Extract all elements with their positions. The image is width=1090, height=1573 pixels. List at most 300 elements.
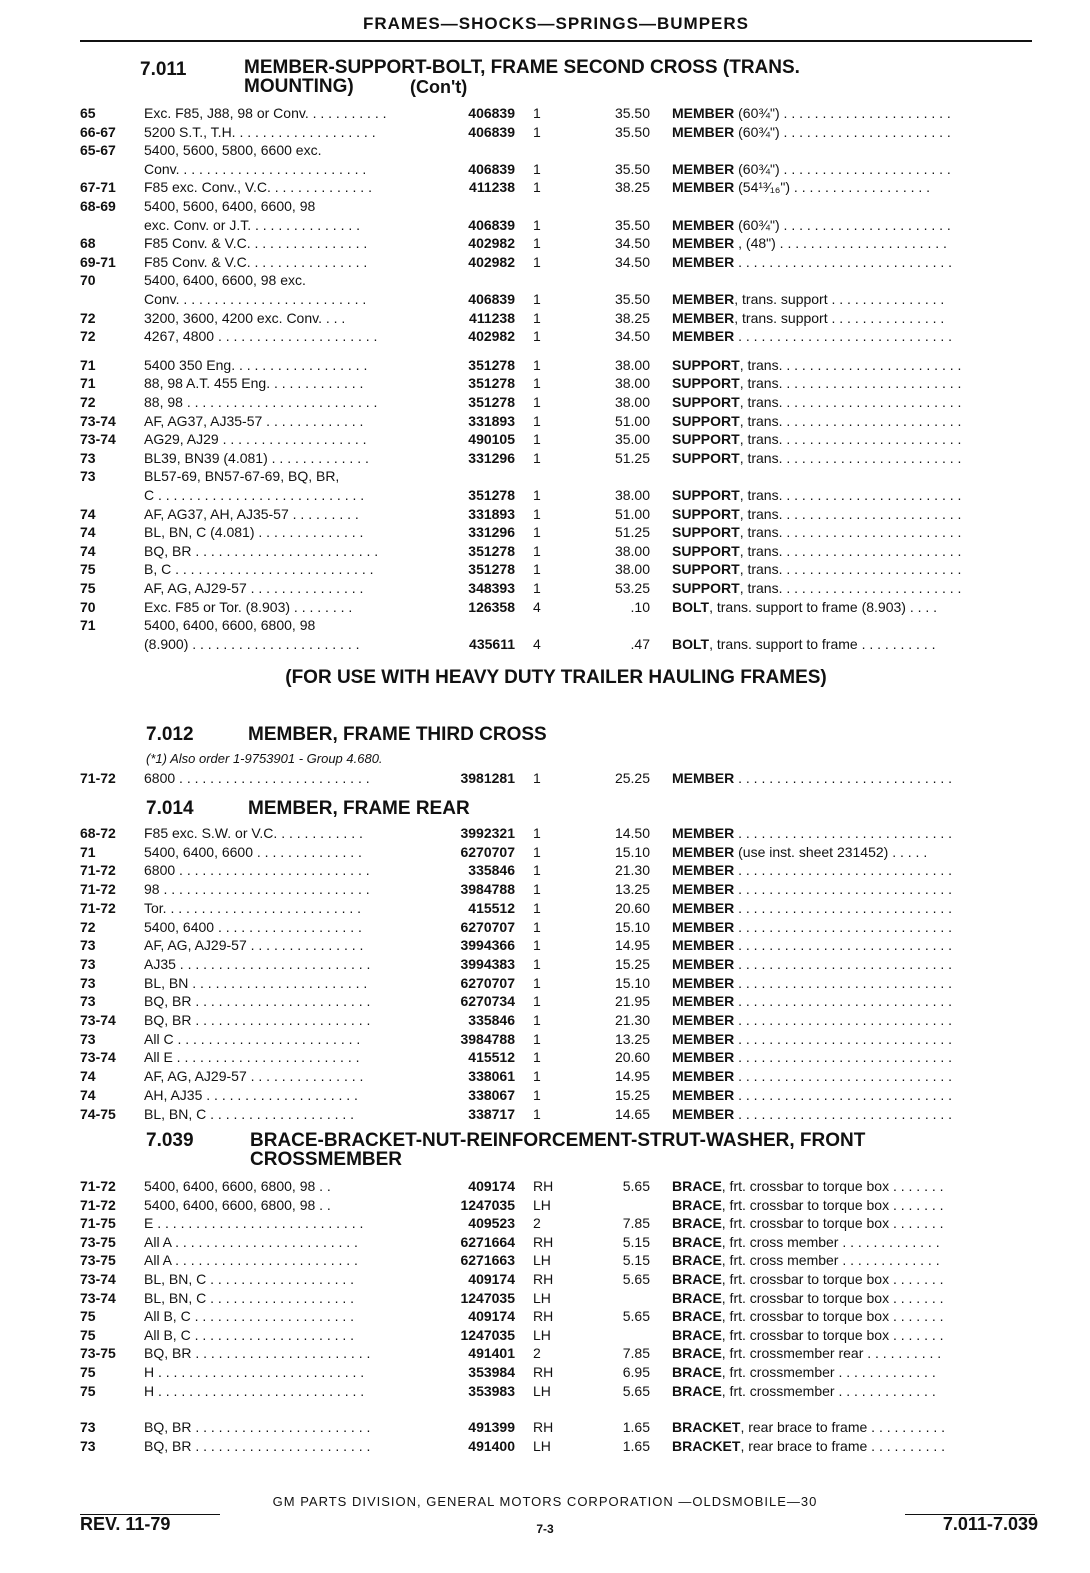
part-number-cell: 415512 (468, 1049, 515, 1066)
part-name: BRACE (672, 1345, 722, 1362)
part-number-cell: 415512 (468, 899, 515, 916)
price-cell: 35.50 (614, 160, 650, 177)
section-title: MEMBER, FRAME THIRD CROSS (248, 724, 547, 745)
description-cell (672, 843, 1038, 862)
part-description: , trans. . . . . . . . . . . . . . . . . . . . . . . . (739, 375, 962, 392)
part-name: MEMBER (672, 843, 735, 860)
application-cell: All C . . . . . . . . . . . . . . . . . . . . . . . . (144, 1030, 361, 1047)
part-number-cell: 6271664 (460, 1233, 515, 1250)
application-cell: Conv. . . . . . . . . . . . . . . . . . . . . . . . . (144, 160, 367, 177)
year-cell: 74-75 (80, 1105, 116, 1122)
parts-row (80, 327, 1040, 346)
parts-row (80, 141, 1040, 160)
parts-row (80, 412, 1040, 431)
year-cell: 73-75 (80, 1345, 116, 1362)
quantity-cell: 1 (533, 843, 541, 860)
application-cell: BL, BN . . . . . . . . . . . . . . . . . . . . . . . (144, 974, 368, 991)
part-name: MEMBER (672, 937, 735, 954)
application-cell: AF, AG37, AJ35-57 . . . . . . . . . . . . . (144, 412, 364, 429)
part-number-cell: 126358 (468, 598, 515, 615)
part-description: . . . . . . . . . . . . . . . . . . . . . . . . . . . . (734, 1012, 953, 1028)
application-cell: BQ, BR . . . . . . . . . . . . . . . . . . . . . . . (144, 1419, 371, 1436)
quantity-cell: 1 (533, 105, 541, 121)
part-name: BRACE (672, 1271, 722, 1287)
year-cell: 74 (80, 505, 96, 522)
price-cell: 53.25 (614, 580, 650, 596)
application-cell: 5400, 5600, 5800, 6600 exc. (144, 142, 322, 159)
price-cell: 51.25 (614, 524, 650, 541)
part-description: . . . . . . . . . . . . . . . . . . . . . . . . . . . . (734, 862, 953, 879)
application-cell: 3200, 3600, 4200 exc. Conv. . . . (144, 309, 346, 326)
quantity-cell: 1 (533, 253, 541, 270)
part-number-cell: 338061 (468, 1068, 515, 1085)
part-name: BRACE (672, 1308, 722, 1325)
year-cell: 71-75 (80, 1215, 116, 1232)
price-cell: 15.10 (614, 843, 650, 860)
parts-row (80, 216, 1040, 235)
part-description: , trans. . . . . . . . . . . . . . . . . . . . . . . . (739, 356, 962, 373)
year-cell: 68 (80, 235, 96, 252)
section-title-line2: MOUNTING) (244, 76, 354, 97)
section-title: MEMBER, FRAME REAR (248, 798, 470, 819)
part-description: . . . . . . . . . . . . . . . . . . . . . . . . . . . . (734, 770, 953, 786)
year-cell: 70 (80, 598, 96, 615)
description-cell (672, 1214, 1038, 1233)
description-cell (672, 1307, 1038, 1326)
price-cell: 15.25 (614, 1086, 650, 1103)
part-number-cell: 3984788 (460, 1030, 515, 1047)
year-cell: 68-72 (80, 825, 116, 841)
part-name: BRACE (672, 1364, 722, 1380)
part-description: (use inst. sheet 231452) . . . . . (734, 843, 928, 860)
price-cell: 21.30 (614, 862, 650, 879)
part-number-cell: 491400 (468, 1437, 515, 1454)
quantity-cell: RH (533, 1233, 554, 1250)
description-cell (672, 253, 1038, 272)
parts-row (80, 635, 1040, 654)
part-description: . . . . . . . . . . . . . . . . . . . . . . . . . . . . (734, 955, 953, 972)
application-cell: 5400, 6400, 6600, 98 exc. (144, 272, 306, 289)
part-description: . . . . . . . . . . . . . . . . . . . . . . . . . . . . (734, 918, 953, 935)
description-cell (672, 918, 1038, 937)
price-cell: 15.25 (614, 955, 650, 972)
parts-row (80, 769, 1040, 788)
application-cell: 5400, 5600, 6400, 6600, 98 (144, 198, 316, 214)
part-name: BRACE (672, 1233, 722, 1250)
description-cell (672, 160, 1038, 179)
description-cell (672, 505, 1038, 524)
part-description: , frt. crossmember . . . . . . . . . . . . . (721, 1382, 936, 1399)
part-number-cell: 1247035 (460, 1196, 515, 1213)
application-cell: exc. Conv. or J.T. . . . . . . . . . . . . . . (144, 216, 361, 233)
description-cell (672, 1067, 1038, 1086)
price-cell: 38.00 (614, 542, 650, 559)
quantity-cell: 1 (533, 487, 541, 503)
part-description: , frt. cross member . . . . . . . . . . . . . (721, 1233, 940, 1250)
part-number-cell: 338067 (468, 1086, 515, 1103)
part-number-cell: 351278 (468, 561, 515, 578)
parts-row (80, 880, 1040, 899)
part-description: . . . . . . . . . . . . . . . . . . . . . . . . . . . . (734, 993, 953, 1010)
part-number-cell: 406839 (468, 160, 515, 177)
application-cell: 5400, 6400, 6600 . . . . . . . . . . . . . . (144, 843, 362, 860)
part-name: BRACKET (672, 1419, 741, 1436)
year-cell: 71-72 (80, 1178, 116, 1194)
application-cell: 5400, 6400 . . . . . . . . . . . . . . . . . . . (144, 918, 362, 935)
price-cell: .47 (630, 635, 650, 652)
quantity-cell: 1 (533, 216, 541, 233)
description-cell (672, 1233, 1038, 1252)
price-cell: 38.25 (614, 179, 650, 196)
parts-row (80, 1011, 1040, 1030)
year-cell: 75 (80, 561, 96, 578)
part-description: , frt. crossbar to torque box . . . . . . . (721, 1289, 944, 1306)
part-name: BRACE (672, 1196, 722, 1213)
part-name: SUPPORT (672, 524, 740, 541)
quantity-cell: 2 (533, 1345, 541, 1362)
description-cell (672, 486, 1038, 505)
year-cell: 67-71 (80, 179, 116, 196)
part-description: . . . . . . . . . . . . . . . . . . . . . . . . . . . . (734, 1030, 953, 1047)
price-cell: 34.50 (614, 253, 650, 270)
part-description: , frt. crossbar to torque box . . . . . . . (721, 1178, 944, 1194)
year-cell: 73 (80, 955, 96, 972)
price-cell: 34.50 (614, 235, 650, 252)
part-name: BRACE (672, 1178, 722, 1194)
part-description: , frt. cross member . . . . . . . . . . . . . (721, 1252, 940, 1269)
year-cell: 66-67 (80, 123, 116, 140)
application-cell: F85 exc. Conv., V.C. . . . . . . . . . . . . . (144, 179, 372, 196)
quantity-cell: 1 (533, 561, 541, 578)
part-number-cell: 402982 (468, 235, 515, 252)
application-cell: AF, AG, AJ29-57 . . . . . . . . . . . . . . . (144, 1068, 364, 1085)
part-number-cell: 331296 (468, 449, 515, 466)
quantity-cell: LH (533, 1437, 551, 1454)
year-cell: 73 (80, 1030, 96, 1047)
year-cell: 74 (80, 542, 96, 559)
quantity-cell: 1 (533, 937, 541, 954)
description-cell (672, 955, 1038, 974)
price-cell: 5.65 (622, 1178, 650, 1194)
description-cell (672, 412, 1038, 431)
application-cell: All A . . . . . . . . . . . . . . . . . . . . . . . . (144, 1252, 358, 1269)
part-name: MEMBER (672, 955, 735, 972)
quantity-cell: RH (533, 1178, 554, 1194)
application-cell: Exc. F85, J88, 98 or Conv. . . . . . . . . . . (144, 105, 387, 121)
part-description: , trans. . . . . . . . . . . . . . . . . . . . . . . . (739, 524, 962, 541)
parts-row (80, 123, 1040, 142)
description-cell (672, 327, 1038, 346)
part-name: SUPPORT (672, 412, 740, 429)
application-cell: 6800 . . . . . . . . . . . . . . . . . . . . . . . . . (144, 770, 370, 786)
parts-row (80, 1105, 1040, 1124)
year-cell: 75 (80, 1382, 96, 1399)
price-cell: 25.25 (614, 770, 650, 786)
description-cell (672, 1326, 1038, 1345)
part-description: , trans. . . . . . . . . . . . . . . . . . . . . . . . (739, 505, 962, 522)
section-number: 7.011 (140, 59, 187, 80)
description-cell (672, 1289, 1038, 1308)
quantity-cell: 1 (533, 505, 541, 522)
description-cell (672, 635, 1038, 654)
description-cell (672, 880, 1038, 899)
part-number-cell: 351278 (468, 487, 515, 503)
year-cell: 73 (80, 1419, 96, 1436)
description-cell (672, 1177, 1038, 1196)
quantity-cell: 1 (533, 1049, 541, 1066)
quantity-cell: 1 (533, 431, 541, 448)
part-description: , trans. . . . . . . . . . . . . . . . . . . . . . . . (739, 487, 962, 503)
part-number-cell: 6271663 (460, 1252, 515, 1269)
price-cell: 21.95 (614, 993, 650, 1010)
part-name: MEMBER (672, 825, 735, 841)
description-cell (672, 449, 1038, 468)
application-cell: All B, C . . . . . . . . . . . . . . . . . . . . . (144, 1308, 355, 1325)
part-name: MEMBER (672, 1105, 735, 1122)
quantity-cell: LH (533, 1252, 551, 1269)
price-cell: 38.00 (614, 356, 650, 373)
description-cell (672, 1030, 1038, 1049)
part-number-cell: 6270707 (460, 843, 515, 860)
price-cell: 38.00 (614, 561, 650, 578)
price-cell: 51.00 (614, 505, 650, 522)
part-number-cell: 335846 (468, 1012, 515, 1028)
part-number-cell: 351278 (468, 375, 515, 392)
quantity-cell: 1 (533, 899, 541, 916)
header-rule (80, 40, 1032, 42)
parts-row (80, 936, 1040, 955)
section-title: BRACE-BRACKET-NUT-REINFORCEMENT-STRUT-WASHER, FRONT (250, 1130, 866, 1151)
part-description: . . . . . . . . . . . . . . . . . . . . . . . . . . . . (734, 1049, 953, 1066)
description-cell (672, 769, 1038, 788)
page-number: 7-3 (536, 1522, 554, 1536)
description-cell (672, 560, 1038, 579)
price-cell: 38.00 (614, 487, 650, 503)
quantity-cell: 1 (533, 1086, 541, 1103)
parts-row (80, 178, 1040, 197)
part-number-cell: 351278 (468, 356, 515, 373)
part-name: MEMBER (672, 253, 735, 270)
description-cell (672, 290, 1038, 309)
price-cell: 7.85 (622, 1345, 650, 1362)
application-cell: 5400 350 Eng. . . . . . . . . . . . . . . . . . (144, 356, 368, 373)
quantity-cell: 1 (533, 179, 541, 196)
application-cell: E . . . . . . . . . . . . . . . . . . . . . . . . . . . (144, 1215, 364, 1232)
description-cell (672, 1437, 1038, 1456)
parts-row (80, 253, 1040, 272)
description-cell (672, 216, 1038, 235)
application-cell: BL39, BN39 (4.081) . . . . . . . . . . . . . (144, 449, 369, 466)
part-number-cell: 411238 (469, 179, 515, 196)
description-cell (672, 393, 1038, 412)
part-number-cell: 402982 (468, 253, 515, 270)
part-description: . . . . . . . . . . . . . . . . . . . . . . . . . . . . (734, 974, 953, 991)
price-cell: 5.15 (622, 1233, 650, 1250)
application-cell: H . . . . . . . . . . . . . . . . . . . . . . . . . . . (144, 1364, 365, 1380)
price-cell: 35.00 (614, 431, 650, 448)
year-cell: 65 (80, 105, 96, 121)
parts-row (80, 309, 1040, 328)
part-number-cell: 335846 (468, 862, 515, 879)
section-title-line2: CROSSMEMBER (250, 1149, 403, 1170)
part-name: MEMBER (672, 899, 735, 916)
parts-row (80, 523, 1040, 542)
application-cell: AG29, AJ29 . . . . . . . . . . . . . . . . . . . (144, 431, 367, 448)
part-number-cell: 409174 (468, 1271, 515, 1287)
description-cell (672, 861, 1038, 880)
year-cell: 73-74 (80, 431, 116, 448)
part-number-cell: 409174 (468, 1178, 515, 1194)
part-name: MEMBER (672, 179, 735, 196)
quantity-cell: 1 (533, 160, 541, 177)
year-cell: 71 (80, 375, 96, 392)
year-cell: 71 (80, 617, 96, 634)
part-number-cell: 6270734 (460, 993, 515, 1010)
application-cell: 5400, 6400, 6600, 6800, 98 . . (144, 1178, 331, 1194)
quantity-cell: 1 (533, 412, 541, 429)
description-cell (672, 1105, 1038, 1124)
part-number-cell: 351278 (468, 542, 515, 559)
quantity-cell: 1 (533, 580, 541, 596)
parts-row (80, 974, 1040, 993)
parts-row (80, 1307, 1040, 1326)
part-description: (60¾") . . . . . . . . . . . . . . . . . . . . . . (734, 123, 951, 140)
parts-row (80, 992, 1040, 1011)
quantity-cell: LH (533, 1196, 551, 1213)
part-name: BRACE (672, 1289, 722, 1306)
price-cell: 35.50 (614, 105, 650, 121)
application-cell: All B, C . . . . . . . . . . . . . . . . . . . . . (144, 1326, 355, 1343)
part-number-cell: 353984 (468, 1364, 515, 1380)
part-name: SUPPORT (672, 356, 740, 373)
part-number-cell: 331296 (468, 524, 515, 541)
part-name: SUPPORT (672, 580, 740, 596)
parts-row (80, 1363, 1040, 1382)
parts-row (80, 861, 1040, 880)
description-cell (672, 1418, 1038, 1437)
application-cell: AJ35 . . . . . . . . . . . . . . . . . . . . . . . . . (144, 955, 371, 972)
application-cell: Conv. . . . . . . . . . . . . . . . . . . . . . . . . (144, 291, 367, 307)
quantity-cell: 1 (533, 123, 541, 140)
part-name: SUPPORT (672, 542, 740, 559)
description-cell (672, 542, 1038, 561)
application-cell: 4267, 4800 . . . . . . . . . . . . . . . . . . . . . (144, 328, 378, 345)
price-cell: 13.25 (614, 1030, 650, 1047)
description-cell (672, 992, 1038, 1011)
part-name: SUPPORT (672, 487, 740, 503)
price-cell: 14.95 (614, 1068, 650, 1085)
year-cell: 74 (80, 1086, 96, 1103)
description-cell (672, 523, 1038, 542)
part-number-cell: 435611 (469, 635, 515, 652)
quantity-cell: 1 (533, 974, 541, 991)
quantity-cell: 1 (533, 375, 541, 392)
parts-row (80, 505, 1040, 524)
year-cell: 72 (80, 394, 96, 410)
application-cell: Tor. . . . . . . . . . . . . . . . . . . . . . . . . . (144, 899, 362, 916)
part-name: BRACKET (672, 1437, 741, 1454)
year-cell: 69-71 (80, 253, 116, 270)
quantity-cell: 1 (533, 394, 541, 410)
year-cell: 71-72 (80, 770, 116, 786)
parts-row (80, 598, 1040, 617)
part-name: BRACE (672, 1215, 722, 1232)
quantity-cell: 1 (533, 542, 541, 559)
part-description: , trans. . . . . . . . . . . . . . . . . . . . . . . . (739, 580, 962, 596)
parts-row (80, 290, 1040, 309)
parts-row (80, 271, 1040, 290)
part-description: . . . . . . . . . . . . . . . . . . . . . . . . . . . . (734, 1068, 953, 1085)
part-name: MEMBER (672, 918, 735, 935)
application-cell: BL, BN, C . . . . . . . . . . . . . . . . . . . (144, 1105, 355, 1122)
part-description: , trans. . . . . . . . . . . . . . . . . . . . . . . . (739, 449, 962, 466)
part-number-cell: 409174 (468, 1308, 515, 1325)
quantity-cell: RH (533, 1271, 554, 1287)
part-description: , frt. crossbar to torque box . . . . . . . (721, 1308, 944, 1325)
part-description: . . . . . . . . . . . . . . . . . . . . . . . . . . . . (734, 253, 953, 270)
application-cell: (8.900) . . . . . . . . . . . . . . . . . . . . . . (144, 635, 360, 652)
part-number-cell: 331893 (468, 412, 515, 429)
year-cell: 74 (80, 524, 96, 541)
price-cell: 20.60 (614, 899, 650, 916)
description-cell (672, 1048, 1038, 1067)
part-description: (60¾") . . . . . . . . . . . . . . . . . . . . . . (734, 160, 951, 177)
application-cell: AF, AG, AJ29-57 . . . . . . . . . . . . . . . (144, 580, 364, 596)
part-description: , frt. crossmember . . . . . . . . . . . . . (721, 1364, 936, 1380)
description-cell (672, 178, 1038, 197)
application-cell: BQ, BR . . . . . . . . . . . . . . . . . . . . . . . (144, 1437, 371, 1454)
price-cell: 1.65 (622, 1419, 650, 1436)
year-cell: 71-72 (80, 899, 116, 916)
description-cell (672, 1011, 1038, 1030)
part-name: SUPPORT (672, 561, 740, 578)
application-cell: 6800 . . . . . . . . . . . . . . . . . . . . . . . . . (144, 862, 370, 879)
page-header: FRAMES—SHOCKS—SPRINGS—BUMPERS (362, 14, 750, 33)
quantity-cell: LH (533, 1382, 551, 1399)
parts-row (80, 486, 1040, 505)
price-cell: 5.65 (622, 1308, 650, 1325)
part-number-cell: 338717 (468, 1105, 515, 1122)
section-number: 7.014 (146, 798, 194, 819)
parts-row (80, 1344, 1040, 1363)
part-name: MEMBER (672, 328, 735, 345)
part-number-cell: 6270707 (460, 918, 515, 935)
quantity-cell: RH (533, 1419, 554, 1436)
price-cell: 13.25 (614, 881, 650, 898)
year-cell: 73-74 (80, 1049, 116, 1066)
price-cell: .10 (630, 598, 650, 615)
part-name: BOLT (672, 598, 710, 615)
part-description: . . . . . . . . . . . . . . . . . . . . . . . . . . . . (734, 881, 953, 898)
part-description: , rear brace to frame . . . . . . . . . . (740, 1437, 946, 1454)
part-number-cell: 406839 (468, 123, 515, 140)
description-cell (672, 374, 1038, 393)
quantity-cell: 1 (533, 770, 541, 786)
parts-row (80, 1067, 1040, 1086)
price-cell: 15.10 (614, 918, 650, 935)
description-cell (672, 974, 1038, 993)
parts-row (80, 1382, 1040, 1401)
part-description: , trans. support . . . . . . . . . . . . . . . (734, 309, 945, 326)
part-name: MEMBER (672, 974, 735, 991)
parts-row (80, 1214, 1040, 1233)
part-name: MEMBER (672, 123, 735, 140)
description-cell (672, 1196, 1038, 1215)
part-name: MEMBER (672, 309, 735, 326)
application-cell: Exc. F85 or Tor. (8.903) . . . . . . . . (144, 598, 353, 615)
price-cell: 35.50 (614, 216, 650, 233)
year-cell: 73 (80, 993, 96, 1010)
